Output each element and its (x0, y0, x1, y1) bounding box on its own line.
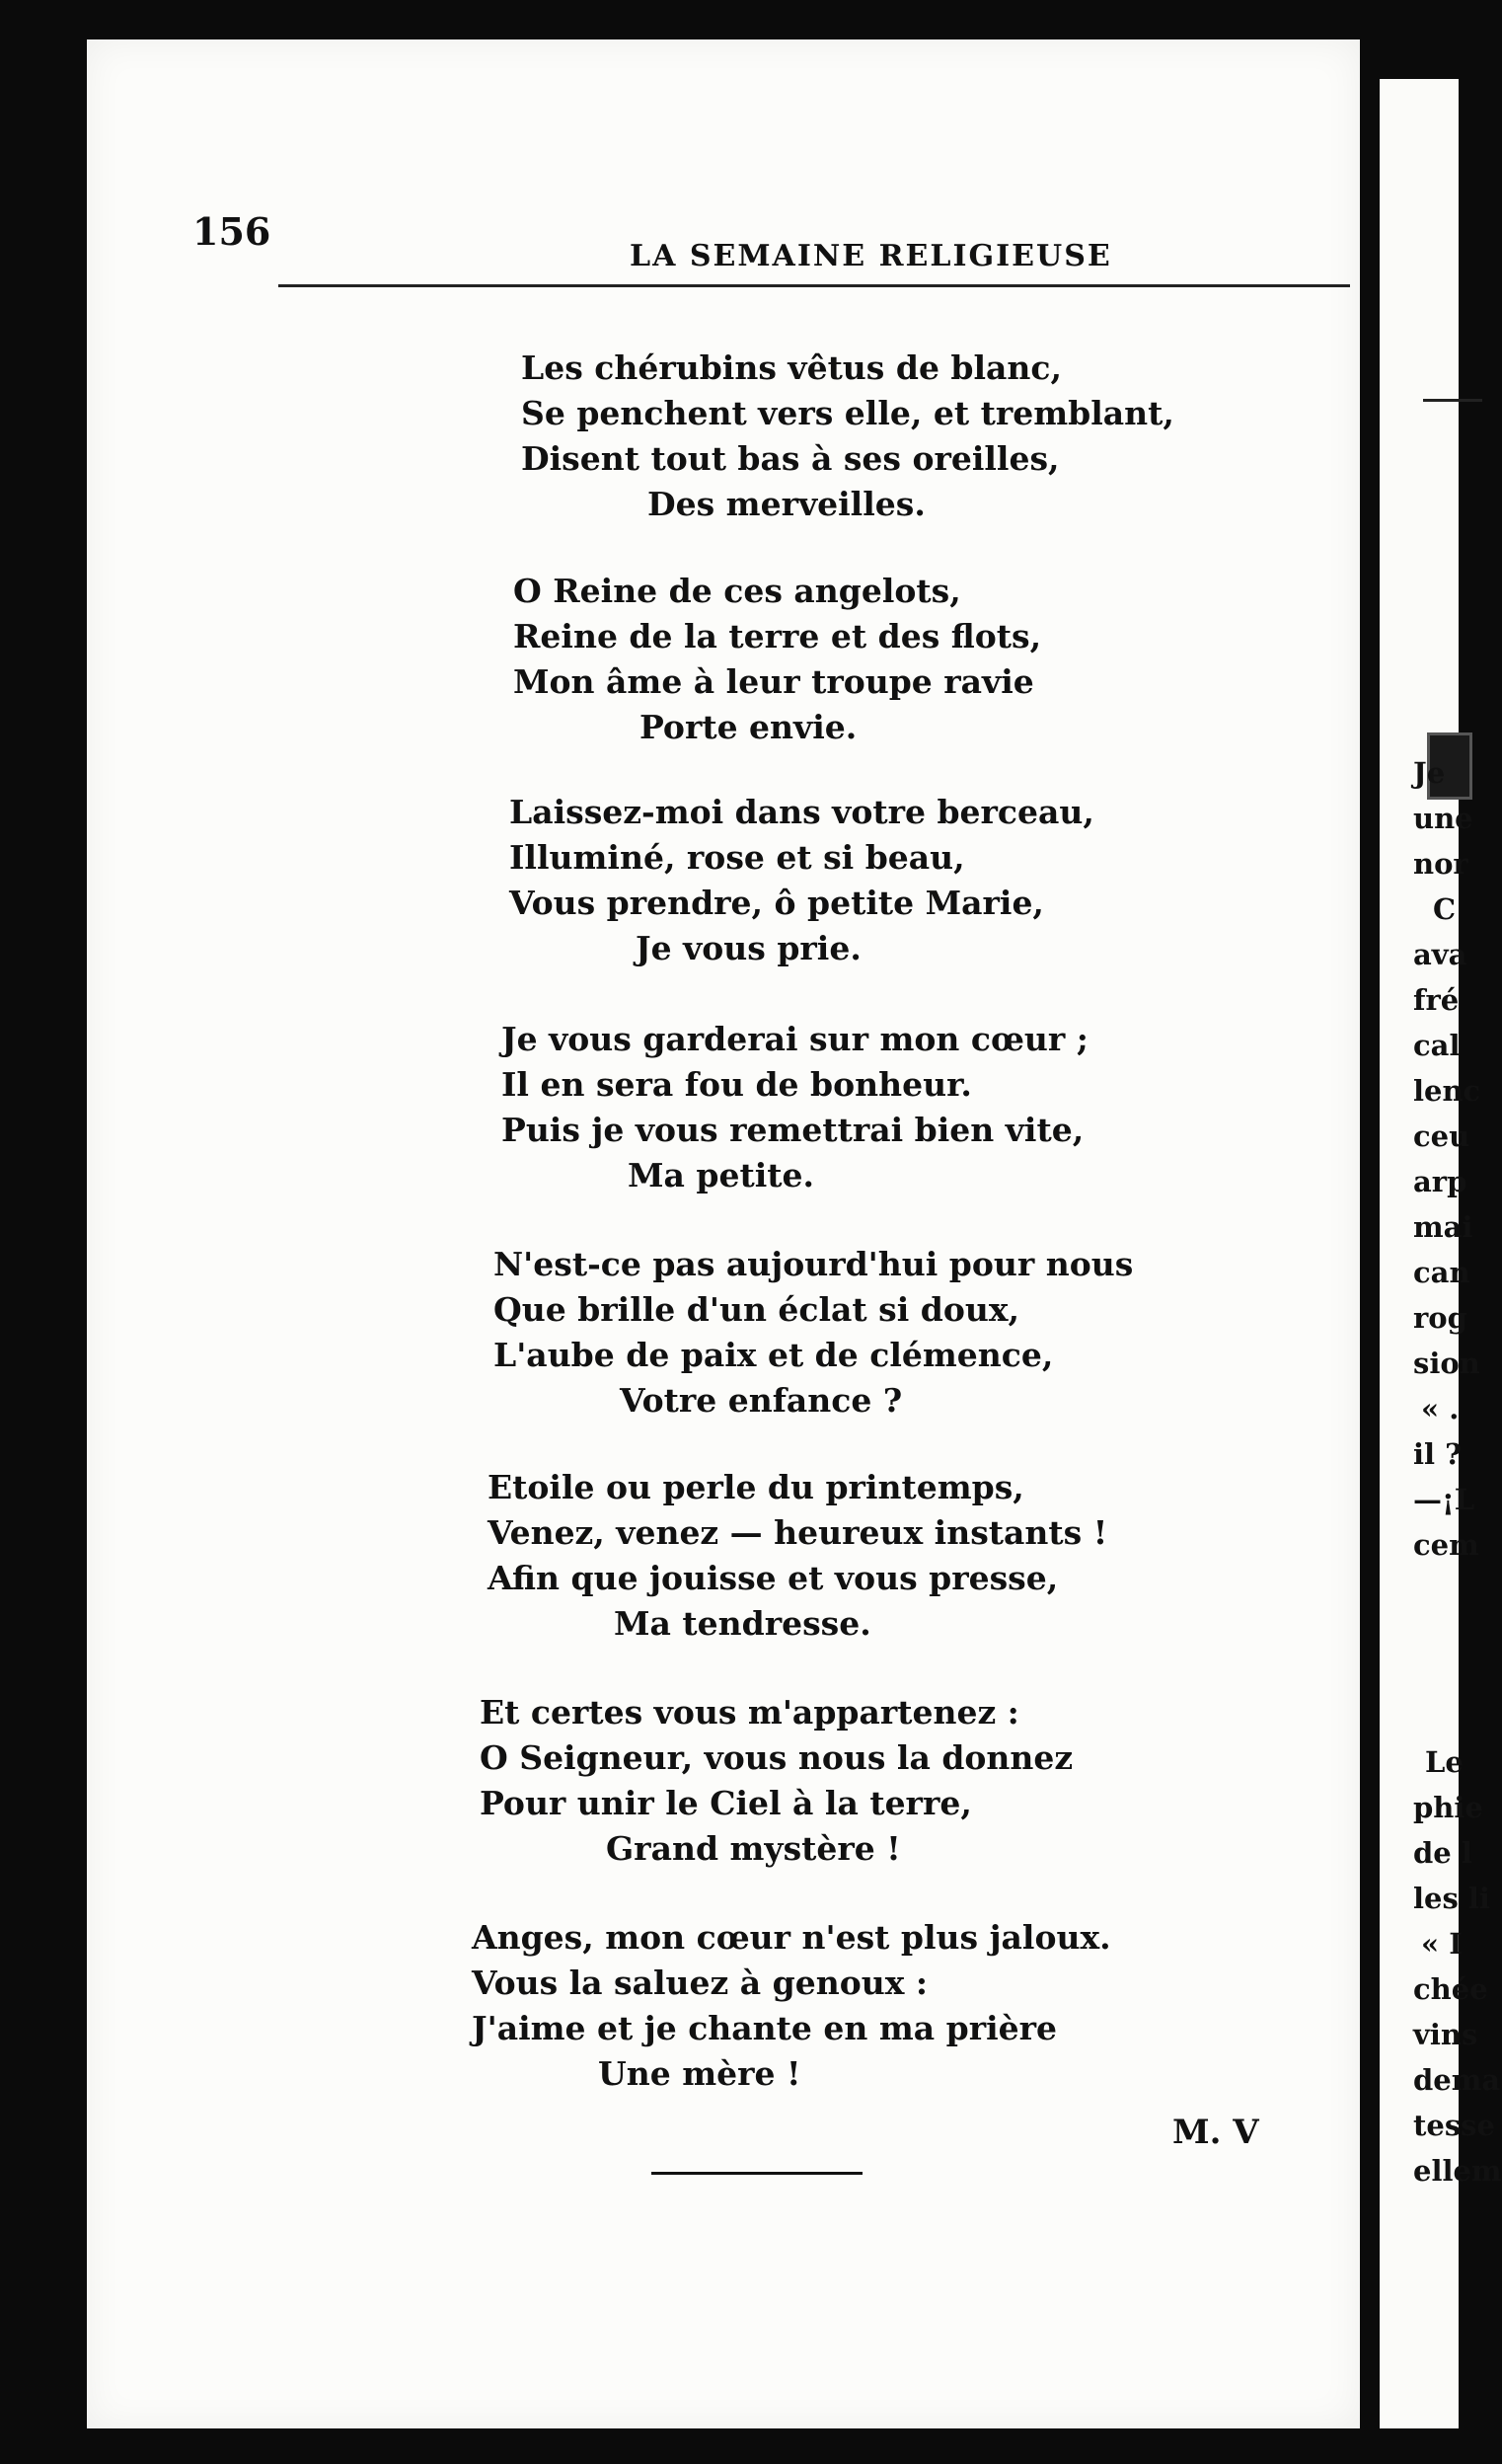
poem-line: Des merveilles. (647, 485, 926, 523)
poem-line: Porte envie. (639, 708, 858, 746)
poem-line: Afin que jouisse et vous presse, (488, 1559, 1059, 1597)
stanza-5 (493, 1242, 1133, 1424)
poem-line: Il en sera fou de bonheur. (501, 1065, 972, 1104)
adjacent-text-fragment: tesse (1413, 2109, 1495, 2142)
adjacent-text-fragment: dema (1413, 2063, 1501, 2097)
poem-line: Ma petite. (628, 1156, 814, 1194)
poem-line: J'aime et je chante en ma prière (472, 2009, 1058, 2047)
adjacent-text-fragment: can (1413, 1256, 1470, 1289)
stanza-2 (513, 569, 1041, 750)
adjacent-text-fragment: de l (1413, 1836, 1472, 1870)
poem-line: Se penchent vers elle, et tremblant, (521, 394, 1174, 432)
poem-line: Votre enfance ? (620, 1381, 903, 1420)
adjacent-text-fragment: sion (1413, 1347, 1480, 1380)
adjacent-text-fragment: phie (1413, 1791, 1483, 1824)
stanza-4 (501, 1017, 1089, 1198)
poem-line: Mon âme à leur troupe ravie (513, 662, 1034, 701)
poem-line: Disent tout bas à ses oreilles, (521, 439, 1060, 478)
poem-line: Vous la saluez à genoux : (472, 1964, 929, 2002)
poem-line: O Seigneur, vous nous la donnez (480, 1738, 1074, 1777)
adjacent-text-fragment: fré (1413, 983, 1460, 1017)
adjacent-text-fragment: arp (1413, 1165, 1467, 1198)
adjacent-text-fragment: « I (1421, 1927, 1463, 1961)
adjacent-text-fragment: cem (1413, 1528, 1479, 1562)
adjacent-text-fragment: « . (1421, 1392, 1460, 1425)
poem-line: N'est-ce pas aujourd'hui pour nous (493, 1245, 1134, 1283)
poem-line: Anges, mon cœur n'est plus jaloux. (472, 1918, 1111, 1957)
poem-line: Grand mystère ! (606, 1829, 901, 1868)
poem-line: Que brille d'un éclat si doux, (493, 1290, 1020, 1329)
stanza-3 (509, 790, 1094, 971)
poem-line: O Reine de ces angelots, (513, 572, 961, 610)
poem-line: Laissez-moi dans votre berceau, (509, 793, 1094, 831)
adjacent-text-fragment: les li (1413, 1882, 1490, 1915)
adjacent-text-fragment: ava (1413, 938, 1467, 971)
poem-line: Vous prendre, ô petite Marie, (509, 884, 1044, 922)
signature: M. V (1172, 2113, 1259, 2152)
poem-line: Pour unir le Ciel à la terre, (480, 1784, 972, 1822)
adjacent-header-rule (1423, 399, 1482, 402)
adjacent-text-fragment: —¡L (1413, 1483, 1475, 1516)
poem-line: Illuminé, rose et si beau, (509, 838, 965, 877)
adjacent-text-fragment: Je (1413, 756, 1446, 790)
page-number: 156 (192, 209, 271, 254)
poem-line: L'aube de paix et de clémence, (493, 1336, 1054, 1374)
adjacent-page-edge (1380, 79, 1502, 2428)
poem-line: Une mère ! (598, 2054, 801, 2093)
poem-line: Venez, venez — heureux instants ! (488, 1513, 1108, 1552)
stanza-7 (480, 1690, 1073, 1872)
poem-line: Puis je vous remettrai bien vite, (501, 1111, 1085, 1149)
poem-line: Ma tendresse. (614, 1604, 871, 1643)
stanza-1 (521, 346, 1174, 527)
running-title: LA SEMAINE RELIGIEUSE (630, 239, 1112, 273)
adjacent-text-fragment: nor (1413, 847, 1468, 881)
stanza-8 (472, 1915, 1111, 2097)
adjacent-text-fragment: mai (1413, 1210, 1473, 1244)
adjacent-text-fragment: lenc (1413, 1074, 1481, 1108)
adjacent-text-fragment: cal (1413, 1029, 1461, 1062)
end-rule (651, 2172, 863, 2175)
poem-line: Reine de la terre et des flots, (513, 617, 1042, 655)
poem-line: Les chérubins vêtus de blanc, (521, 348, 1062, 387)
adjacent-text-fragment: Le (1425, 1745, 1464, 1779)
stanza-6 (488, 1465, 1107, 1647)
adjacent-text-fragment: une (1413, 802, 1473, 835)
adjacent-text-fragment: vins (1413, 2018, 1478, 2051)
adjacent-text-fragment: il ? (1413, 1437, 1463, 1471)
adjacent-text-fragment: chée (1413, 1972, 1488, 2006)
poem-line: Je vous prie. (636, 929, 862, 967)
poem-line: Et certes vous m'appartenez : (480, 1693, 1019, 1732)
adjacent-text-fragment: C (1433, 892, 1457, 926)
poem-line: Etoile ou perle du printemps, (488, 1468, 1024, 1506)
adjacent-text-fragment: ellem (1413, 2154, 1502, 2188)
adjacent-text-fragment: rog (1413, 1301, 1467, 1335)
poem-line: Je vous garderai sur mon cœur ; (501, 1020, 1089, 1058)
adjacent-text-fragment: ceu (1413, 1119, 1470, 1153)
